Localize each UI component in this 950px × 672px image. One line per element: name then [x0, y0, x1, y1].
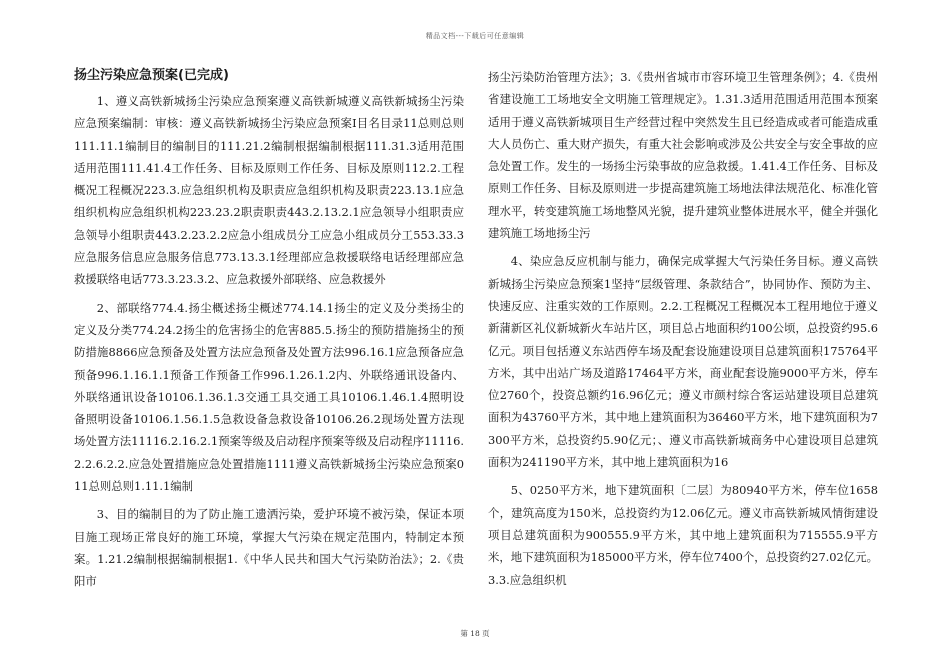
- paragraph-3: 3、目的编制目的为了防止施工遗洒污染，爱护环境不被污染，保证本项目施工现场正常良好的施工环境，掌握大气污染在规定范围内，特制定本预案。1.21.2编制根据编制根据1.《中华人民共和国大气污染防治法》；2.《贵阳市: [74, 507, 464, 589]
- paragraph-2: 2、部联络774.4.扬尘概述扬尘概述774.14.1扬尘的定义及分类扬尘的定义及分类774.24.2扬尘的危害扬尘的危害885.5.扬尘的预防措施扬尘的预防措施8866应急预备及处置方法应急预备及处置方法996.16.1应急预备应急预备996.1.16.1.1预备工作预备工作996.1.26.1.2内、外联络通讯设备内、外联络通讯设备10106.1.36.1.3交通工具交通工具10106.1.46.1.4照明设备照明设备10106.1.56.1.5急救设备急救设备10106.26.2现场处置方法现场处置方法11116.2.16.2.1预案等级及启动程序预案等级及启动程序11116.2.2.6.2.2.应急处置措施应急处置措施1111遵义高铁新城扬尘污染应急预案011总则总则1.11.1编制: [74, 300, 464, 494]
- paragraph-3-continued: 扬尘污染防治管理方法》；3.《贵州省城市市容环境卫生管理条例》；4.《贵州省建设施工工场地安全文明施工管理规定》。1.31.3适用范围适用范围本预案适用于遵义高铁新城项目生产经营过程中突然发生且已经造成或者可能造成重大人员伤亡、重大财产损失，有重大社会影响或涉及公共安全与安全事故的应急处置工作。发生的一场扬尘污染事故的应急救援。1.41.4工作任务、目标及原则工作任务、目标及原则进一步提高建筑施工场地法律法规范化、标准化管理水平，转变建筑施工场地整风光貌，提升建筑业整体进展水平，健全并强化建筑施工场地扬尘污: [488, 70, 878, 241]
- page-number: 第 18 页: [460, 629, 490, 638]
- page-header: 精品文档---下载后可任意编辑: [425, 32, 525, 40]
- paragraph-5: 5、0250平方米，地下建筑面积〔二层〕为80940平方米，停车位1658个，建筑高度为150米，总投资约为12.06亿元。遵义市高铁新城风情街建设项目总建筑面积为900555.9平方米，其中地上建筑面积为715555.9平方米，地下建筑面积为185000平方米，停车位7400个，总投资约27.02亿元。3.3.应急组织机: [488, 483, 878, 587]
- right-column: [488, 66, 878, 591]
- paragraph-4: 4、染应急反应机制与能力，确保完成掌握大气污染任务目标。遵义高铁新城扬尘污染应急预案1坚持“层级管理、条款结合”，协同协作、预防为主、快速反应、注重实效的工作原则。2.2.工程概况工程概况本工程用地位于遵义新蒲新区礼仪新城新火车站片区，项目总占地面积约100公顷，总投资约95.6亿元。项目包括遵义东站西停车场及配套设施建设项目总建筑面积175764平方米，其中出站广场及道路17464平方米，商业配套设施9000平方米，停车位2760个，投资总额约16.96亿元；遵义市颜村综合客运站建设项目总建筑面积为43760平方米，其中地上建筑面积为36460平方米，地下建筑面积为7300平方米，总投资约5.90亿元；、遵义市高铁新城商务中心建设项目总建筑面积为241190平方米，其中地上建筑面积为16: [488, 254, 878, 470]
- left-column: [74, 66, 464, 593]
- paragraph-1: 1、遵义高铁新城扬尘污染应急预案遵义高铁新城遵义高铁新城扬尘污染应急预案编制：审核：遵义高铁新城扬尘污染应急预案Ⅰ目名目录11总则总则111.11.1编制目的编制目的111.21.2编制根据编制根据111.31.3适用范围适用范围111.41.4工作任务、目标及原则工作任务、目标及原则112.2.工程概况工程概况223.3.应急组织机构及职责应急组织机构及职责223.13.1应急组织机构应急组织机构223.23.2职责职责443.2.13.2.1应急领导小组职责应急领导小组职责443.2.23.2.2应急小组成员分工应急小组成员分工553.33.3应急服务信息应急服务信息773.13.3.1经理部应急救援联络电话经理部应急救援联络电话773.3.23.3.2、应急救援外部联络、应急救援外: [74, 94, 464, 287]
- document-title: 扬尘污染应急预案(已完成): [74, 68, 229, 83]
